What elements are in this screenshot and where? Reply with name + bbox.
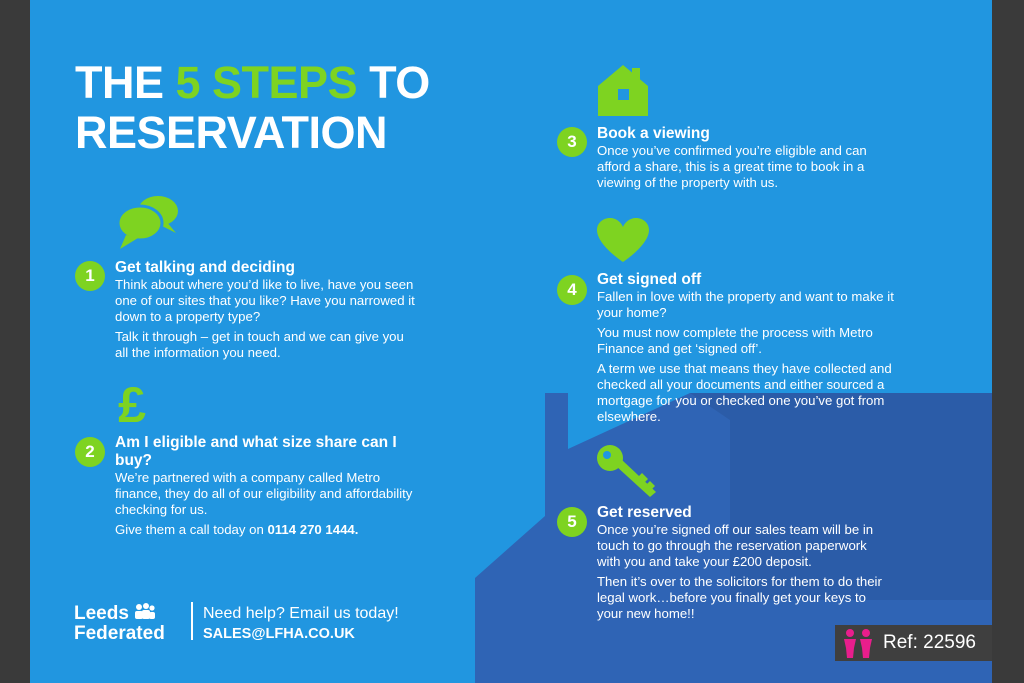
email-link[interactable]: SALES@LFHA.CO.UK [203, 626, 355, 642]
reference-badge [835, 625, 992, 661]
step-text: Fallen in love with the property and want to make it your home? [597, 289, 894, 320]
svg-text:£: £ [118, 380, 146, 426]
phone-number: 0114 270 1444. [267, 522, 359, 537]
step-heading: Book a viewing [597, 125, 710, 142]
step-text: Think about where you’d like to live, have you seen one of our sites that you like? Have you narrowed it down to a property type? [115, 277, 415, 324]
reference-number: Ref: 22596 [883, 632, 976, 653]
footer-divider [191, 602, 193, 640]
step-heading: Get talking and deciding [115, 259, 295, 276]
step-text: You must now complete the process with Metro Finance and get ‘signed off’. [597, 325, 873, 356]
step-number-3: 3 [557, 127, 587, 157]
step-text: Talk it through – get in touch and we can give you all the information you need. [115, 329, 404, 360]
step-number-5: 5 [557, 507, 587, 537]
page-title: THE 5 STEPS TO RESERVATION [75, 57, 430, 158]
infographic-sheet [30, 0, 992, 683]
step-text: Once you’re signed off our sales team will be in touch to go through the reservation paperwork with you and take your £200 deposit. [597, 522, 874, 569]
pound-icon [114, 380, 150, 426]
step-heading: Am I eligible and what size share can I buy? [115, 434, 397, 469]
people-logo-icon [134, 603, 156, 619]
step-heading: Get signed off [597, 271, 702, 288]
step-3 [597, 125, 897, 191]
leeds-federated-logo: Leeds Federated [74, 603, 165, 644]
step-number-2: 2 [75, 437, 105, 467]
step-number-4: 4 [557, 275, 587, 305]
key-icon [596, 444, 658, 498]
footer-help [203, 604, 399, 644]
step-number-1: 1 [75, 261, 105, 291]
title-accent: 5 STEPS [175, 57, 358, 108]
step-text: Once you’ve confirmed you’re eligible and can afford a share, this is a great time to book in a viewing of the property with us. [597, 143, 867, 190]
speech-bubbles-icon [114, 193, 182, 251]
step-text: We’re partnered with a company called Metro finance, they do all of our eligibility and affordability checking for us. [115, 470, 413, 517]
heart-icon [596, 217, 650, 263]
step-heading: Get reserved [597, 504, 692, 521]
step-5 [597, 504, 887, 622]
step-2 [115, 434, 420, 538]
people-icon [841, 628, 875, 658]
frame-border [992, 0, 1024, 683]
step-text: A term we use that means they have collected and checked all your documents and either sourced a mortgage for you or checked one you’ve got from elsewhere. [597, 361, 892, 424]
step-4 [597, 271, 897, 425]
step-text: Then it’s over to the solicitors for them to do their legal work…before you finally get your keys to your new home!! [597, 574, 882, 621]
house-icon [596, 64, 650, 118]
step-1 [115, 259, 420, 361]
help-text: Need help? Email us today! [203, 605, 399, 622]
call-text: Give them a call today on 0114 270 1444. [115, 522, 359, 537]
